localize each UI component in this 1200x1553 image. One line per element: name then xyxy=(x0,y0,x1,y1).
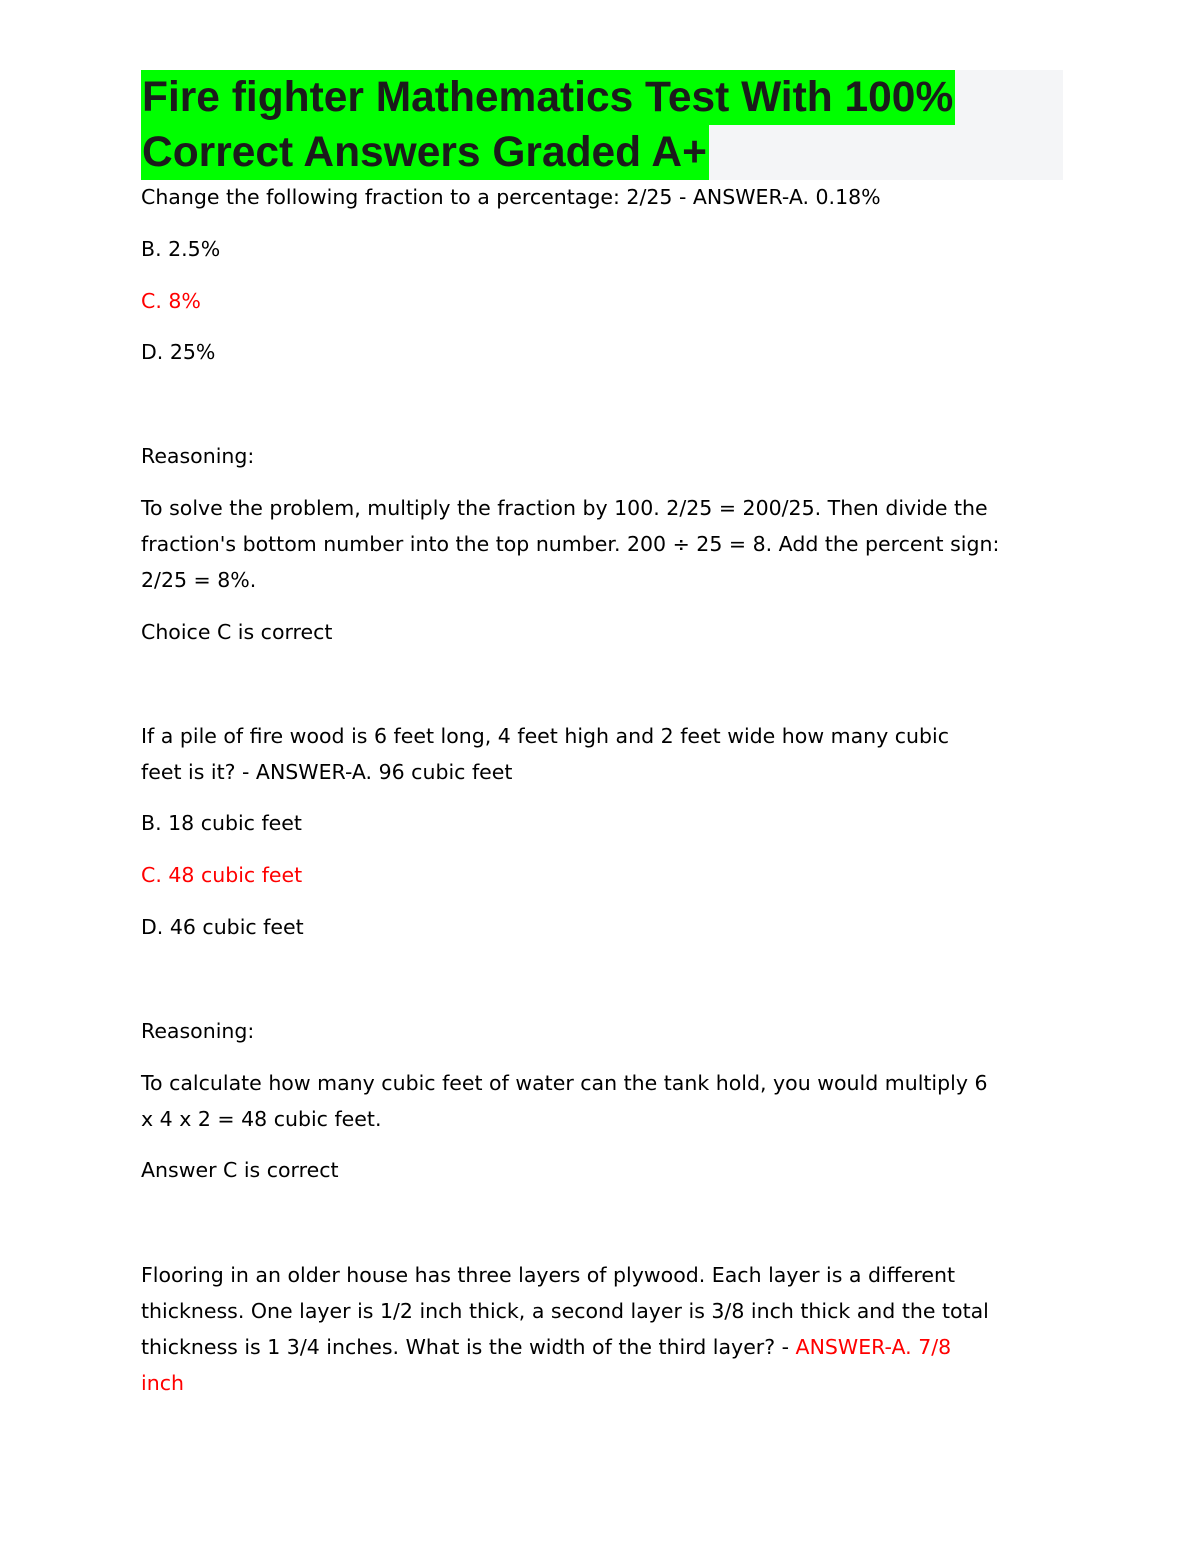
q3-question-line: Flooring in an older house has three layers of plywood. Each layer is a different xyxy=(141,1263,956,1287)
q1-reasoning-label: Reasoning: xyxy=(141,444,255,468)
q1-question: Change the following fraction to a percentage: 2/25 - ANSWER-A. 0.18% xyxy=(141,185,881,209)
q2-reasoning-label: Reasoning: xyxy=(141,1019,255,1043)
q2-question-line: If a pile of fire wood is 6 feet long, 4 feet high and 2 feet wide how many cubic xyxy=(141,724,950,748)
q1-option-d: D. 25% xyxy=(141,340,216,364)
q2-reasoning-line: x 4 x 2 = 48 cubic feet. xyxy=(141,1107,382,1131)
q2-question-line: feet is it? - ANSWER-A. 96 cubic feet xyxy=(141,760,513,784)
q2-conclusion: Answer C is correct xyxy=(141,1158,339,1182)
title-line-1: Fire fighter Mathematics Test With 100% xyxy=(141,70,955,125)
q1-reasoning-line: To solve the problem, multiply the fraction by 100. 2/25 = 200/25. Then divide the xyxy=(141,496,988,520)
q3-question-line: thickness. One layer is 1/2 inch thick, a second layer is 3/8 inch thick and the total xyxy=(141,1299,989,1323)
q1-reasoning-line: 2/25 = 8%. xyxy=(141,568,257,592)
q2-reasoning-line: To calculate how many cubic feet of water can the tank hold, you would multiply 6 xyxy=(141,1071,988,1095)
q3-question-line-with-answer xyxy=(141,1329,951,1365)
q2-option-c: C. 48 cubic feet xyxy=(141,863,303,887)
q2-option-d: D. 46 cubic feet xyxy=(141,915,304,939)
q1-reasoning-line: fraction's bottom number into the top number. 200 ÷ 25 = 8. Add the percent sign: xyxy=(141,532,1000,556)
q3-answer-continued: inch xyxy=(141,1371,184,1395)
q1-conclusion: Choice C is correct xyxy=(141,620,333,644)
q2-option-b: B. 18 cubic feet xyxy=(141,811,302,835)
q1-option-c: C. 8% xyxy=(141,289,201,313)
document-title xyxy=(141,70,1063,180)
q3-answer: ANSWER-A. 7/8 xyxy=(795,1335,952,1359)
q3-question-text: thickness is 1 3/4 inches. What is the width of the third layer? - xyxy=(141,1335,796,1359)
title-line-2: Correct Answers Graded A+ xyxy=(141,125,709,180)
q1-option-b: B. 2.5% xyxy=(141,237,221,261)
